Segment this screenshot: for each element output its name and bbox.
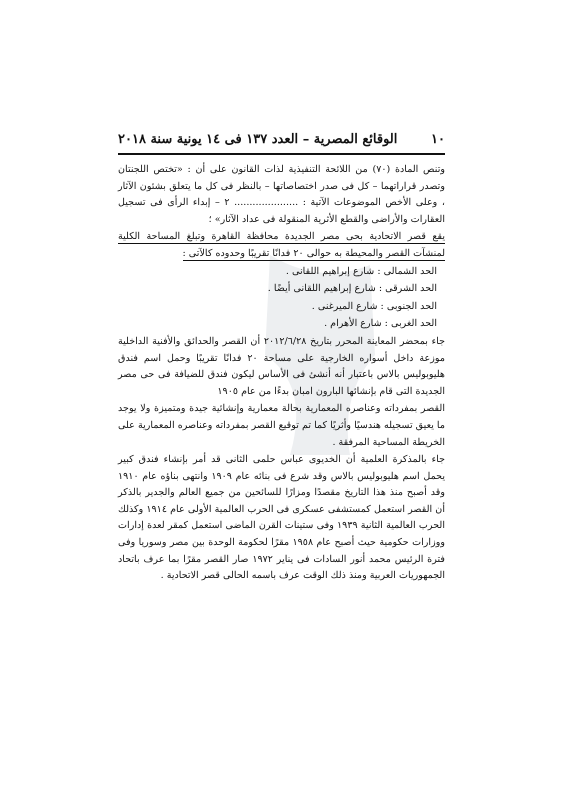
- boundary-west: الحد الغربى : شارع الأهرام .: [324, 318, 437, 330]
- boundary-east: الحد الشرقى : شارع إبراهيم اللقانى أيضًا .: [267, 283, 437, 295]
- boundary-north: الحد الشمالى : شارع إبراهيم اللقانى .: [285, 265, 437, 277]
- paragraph-inspection-report: جاء بمحضر المعاينة المحرر بتاريخ ٢٠١٢/٦/٢٨ أن القصر والحدائق والأفنية الداخلية موزعة داخل أسواره الخارجية على مساحة ٢٠ فدانًا تقريبًا وحمل اسم فندق هليوبوليس بالاس باعتبار أنه أنشئ فى الأساس ليكون فندق للضيافة فى حى مصر الجديدة التى قام بإنشائها البارون امبان بدءًا من عام ١٩٠٥: [118, 335, 446, 397]
- paragraph-palace-condition: القصر بمفرداته وعناصره المعمارية بحالة معمارية وإنشائية جيدة ومتميزة ولا يوجد ما يعيق تسجيله هندسيًا وأثريًا كما تم توقيع القصر بمفرداته وعناصره المعمارية على الخريطة المساحية المرفقة .: [118, 403, 445, 448]
- page-number: ١٠: [431, 131, 445, 147]
- paragraph-article-70: وتنص المادة (٧٠) من اللائحة التنفيذية لذات القانون على أن : «تختص اللجنتان وتصدر قراراتهما – كل فى صدر اختصاصاتها – بالنظر فى كل ما يتعلق بشئون الآثار ، وعلى الأخص الموضوعات الآتية : ..................... ٢ – إبداء الرأى فى تسجيل العقارات والأراضى والقطع الأثرية المنقولة فى عداد الآثار» ؛: [118, 164, 446, 225]
- paragraph-palace-location: [118, 229, 445, 262]
- header-divider: [118, 153, 445, 155]
- gazette-title: الوقائع المصرية – العدد ١٣٧ فى ١٤ يونية سنة ٢٠١٨: [118, 131, 398, 147]
- page-header: [118, 127, 445, 151]
- palace-location-text: يقع قصر الاتحادية بحى مصر الجديدة محافظة القاهرة وتبلغ المساحة الكلية لمنشآت القصر والمحيطة به حوالى ٢٠ فدانًا تقريبًا وحدوده كالآتى :: [118, 231, 445, 259]
- document-body: [118, 162, 445, 586]
- boundary-south: الحد الجنوبى : شارع الميرغنى .: [311, 300, 437, 312]
- paragraph-scientific-memo: جاء بالمذكرة العلمية أن الخديوى عباس حلمى الثانى قد أمر بإنشاء فندق كبير يحمل اسم هليوبوليس بالاس وقد شرع فى بنائه عام ١٩٠٩ وانتهى بناؤه عام ١٩١٠ وقد أصبح منذ هذا التاريخ مقصدًا ومزارًا للسائحين من جميع العالم والجدير بالذكر أن القصر استعمل كمستشفى عسكرى فى الحرب العالمية الأولى عام ١٩١٤ وكذلك الحرب العالمية الثانية ١٩٣٩ وفى ستينات القرن الماضى استعمل كمقر لعدة إدارات ووزارات حكومية حيث أصبح عام ١٩٥٨ مقرًا لحكومة الوحدة بين مصر وسوريا وفى فترة الرئيس محمد أنور السادات فى يناير ١٩٧٢ صار القصر مقرًا بما عرف باتحاد الجمهوريات العربية ومنذ ذلك الوقت عرف باسمه الحالى قصر الاتحادية .: [118, 454, 446, 582]
